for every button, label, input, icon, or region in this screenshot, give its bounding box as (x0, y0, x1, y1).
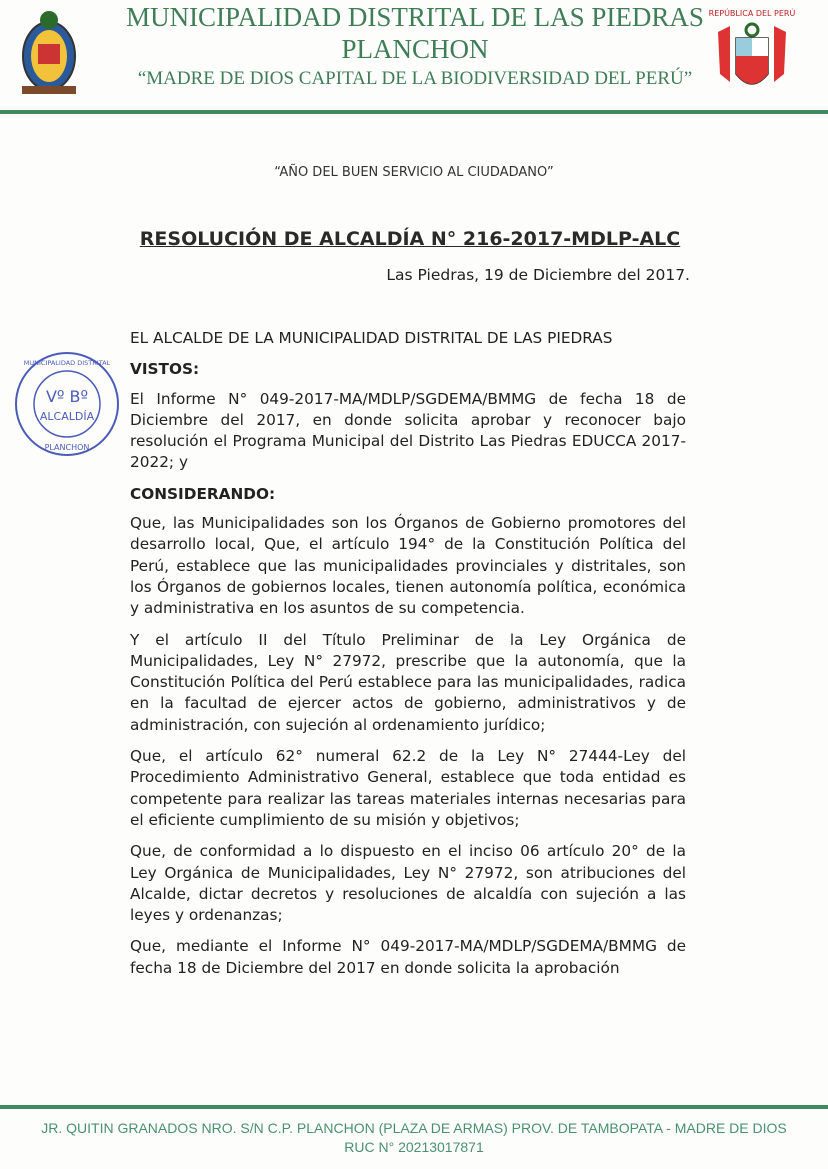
peru-coat-of-arms-icon (706, 4, 798, 104)
footer-divider (0, 1105, 828, 1109)
svg-text:Vº Bº: Vº Bº (45, 387, 89, 406)
paragraph: Que, mediante el Informe N° 049-2017-MA/MDLP/SGDEMA/BMMG de fecha 18 de Diciembre del 2017 en donde solicita la aprobación (130, 937, 686, 977)
header-divider (0, 110, 828, 114)
svg-text:PLANCHON: PLANCHON (44, 443, 90, 452)
footer-ruc: RUC N° 20213017871 (344, 1139, 484, 1155)
paragraph: Y el artículo II del Título Preliminar de la Ley Orgánica de Municipalidades, Ley N° 27972, prescribe que la autonomía, que la Constitución Política del Perú establece para las municipalidades, radica en la facultad de ejercer actos de gobierno, administrativos y de administración, con sujeción al ordenamiento jurídico; (130, 630, 686, 734)
paragraph: Que, de conformidad a lo dispuesto en el inciso 06 artículo 20° de la Ley Orgánica de Municipalidades, Ley N° 27972, son atribuciones del Alcalde, dictar decretos y resoluciones de alcaldía con sujeción a las leyes y ordenanzas; (130, 842, 686, 925)
paragraph: Que, las Municipalidades son los Órganos de Gobierno promotores del desarrollo local, Que, el artículo 194° de la Constitución Política del Perú, establece que las municipalidades provinciales y distritales, son los Órganos de gobiernos locales, tienen autonomía política, económica y administrativa en los asuntos de su competencia. (130, 514, 686, 618)
year-motto: “AÑO DEL BUEN SERVICIO AL CIUDADANO” (274, 165, 554, 180)
considerando-heading: CONSIDERANDO: (130, 484, 276, 503)
vistos-heading: VISTOS: (130, 360, 200, 379)
svg-text:ALCALDÍA: ALCALDÍA (39, 410, 95, 423)
municipal-coat-of-arms-icon (14, 6, 84, 98)
svg-text:MUNICIPALIDAD DISTRITAL: MUNICIPALIDAD DISTRITAL (23, 359, 111, 367)
header-motto: “MADRE DE DIOS CAPITAL DE LA BIODIVERSIDAD DEL PERÚ” (137, 68, 693, 89)
resolution-title: RESOLUCIÓN DE ALCALDÍA N° 216-2017-MDLP-ALC (139, 228, 681, 250)
vistos-paragraph: El Informe N° 049-2017-MA/MDLP/SGDEMA/BMMG de fecha 18 de Diciembre del 2017, en donde solicita aprobar y reconocer bajo resolución el Programa Municipal del Distrito Las Piedras EDUCCA 2017-2022; y (130, 389, 686, 472)
intro-line: EL ALCALDE DE LA MUNICIPALIDAD DISTRITAL DE LAS PIEDRAS (130, 329, 613, 347)
approval-stamp (13, 350, 121, 458)
header-title-line1: MUNICIPALIDAD DISTRITAL DE LAS PIEDRAS (126, 2, 704, 32)
header-title-line2: PLANCHON (341, 34, 489, 64)
paragraph: Que, el artículo 62° numeral 62.2 de la Ley N° 27444-Ley del Procedimiento Administrativo General, establece que toda entidad es competente para realizar las tareas materiales internas necesarias para el eficiente cumplimiento de su misión y objetivos; (130, 747, 686, 829)
svg-text:REPÚBLICA DEL PERÚ: REPÚBLICA DEL PERÚ (708, 9, 796, 18)
date-line: Las Piedras, 19 de Diciembre del 2017. (386, 266, 690, 284)
footer-address: JR. QUITIN GRANADOS NRO. S/N C.P. PLANCHON (PLAZA DE ARMAS) PROV. DE TAMBOPATA - MADRE DE DIOS (41, 1120, 787, 1136)
document-body (130, 328, 686, 989)
